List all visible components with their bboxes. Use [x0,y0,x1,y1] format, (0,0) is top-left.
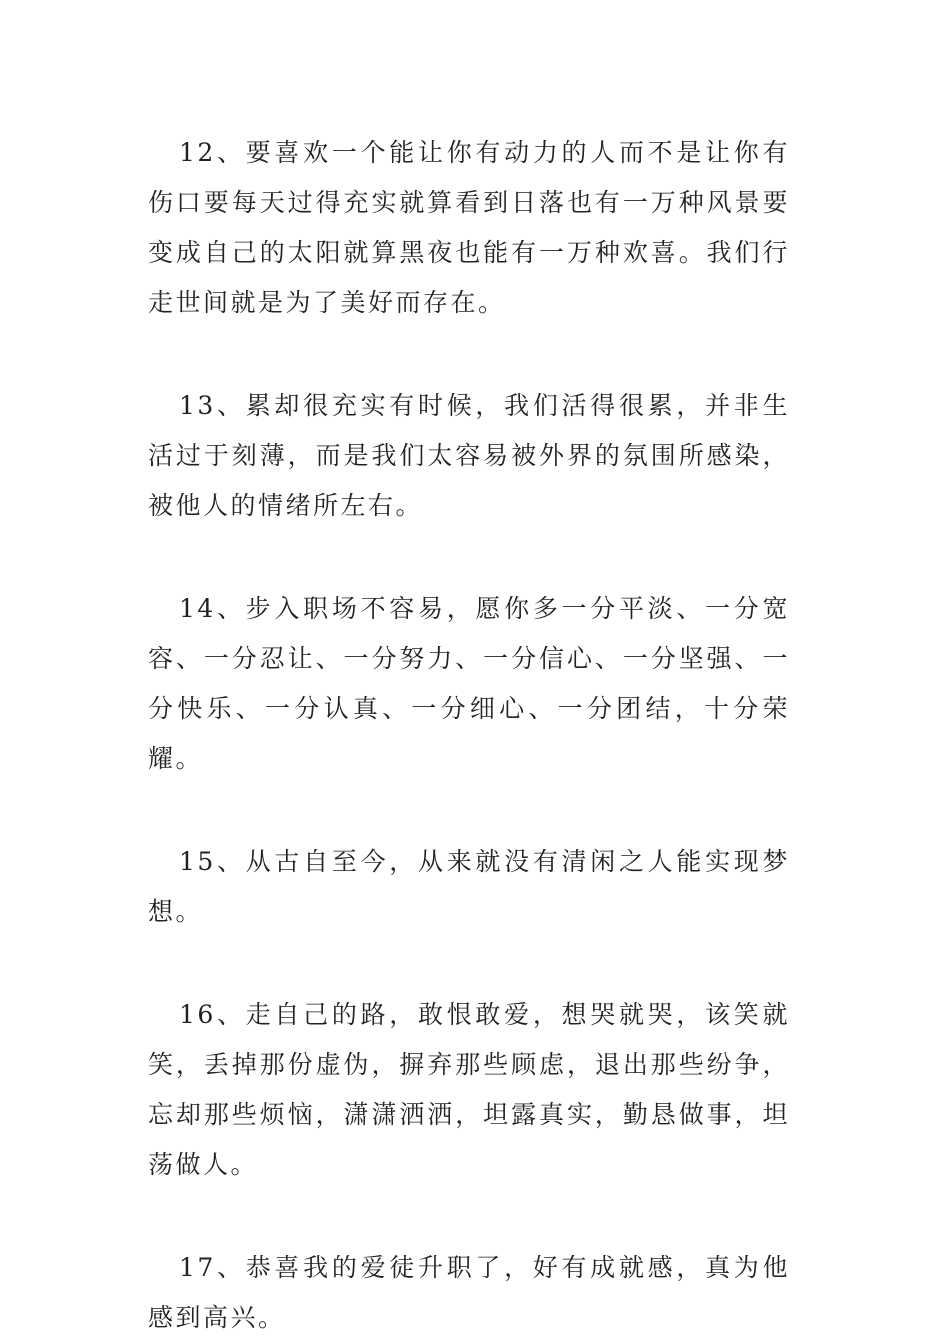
document-body [148,128,790,1343]
paragraph-13: 13、累却很充实有时候，我们活得很累，并非生活过于刻薄，而是我们太容易被外界的氛围所感染，被他人的情绪所左右。 [148,391,790,520]
paragraph-12: 12、要喜欢一个能让你有动力的人而不是让你有伤口要每天过得充实就算看到日落也有一万种风景要变成自己的太阳就算黑夜也能有一万种欢喜。我们行走世间就是为了美好而存在。 [148,138,790,317]
paragraph-16: 16、走自己的路，敢恨敢爱，想哭就哭，该笑就笑，丢掉那份虚伪，摒弃那些顾虑，退出那些纷争，忘却那些烦恼，潇潇洒洒，坦露真实，勤恳做事，坦荡做人。 [148,1000,790,1179]
paragraph-17: 17、恭喜我的爱徒升职了，好有成就感，真为他感到高兴。 [148,1253,790,1332]
paragraph-14: 14、步入职场不容易，愿你多一分平淡、一分宽容、一分忍让、一分努力、一分信心、一分坚强、一分快乐、一分认真、一分细心、一分团结，十分荣耀。 [148,594,790,773]
paragraph-15: 15、从古自至今，从来就没有清闲之人能实现梦想。 [148,847,790,926]
